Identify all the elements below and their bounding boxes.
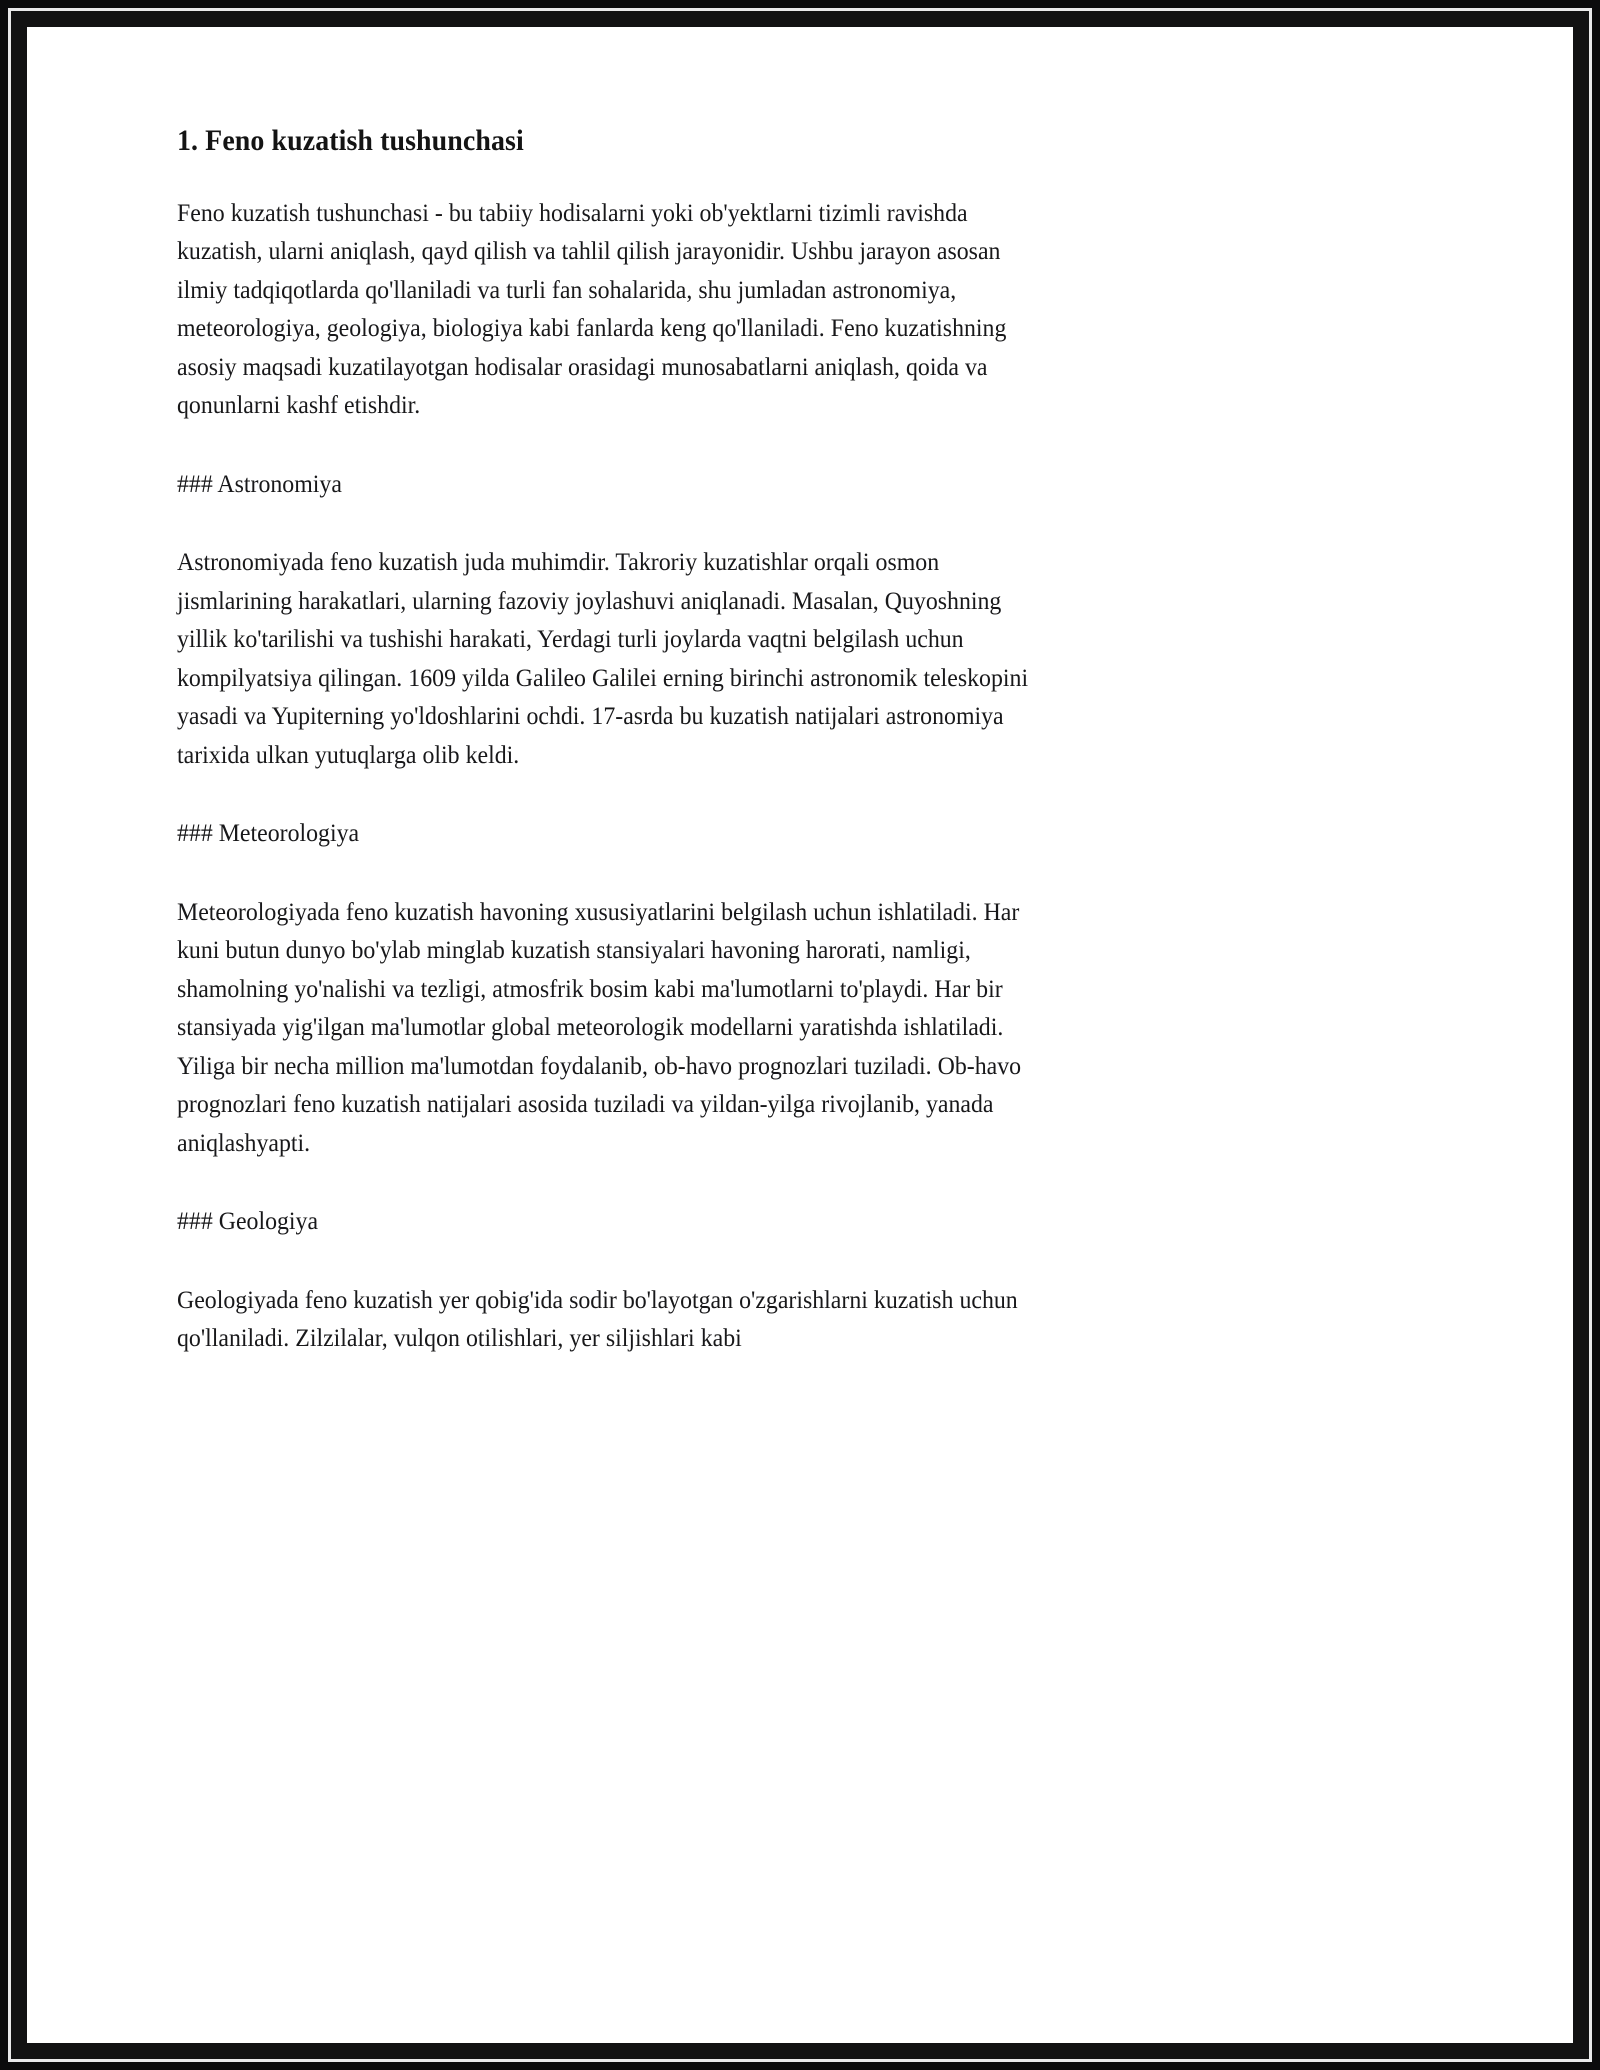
- heading-meteorologiya: ### Meteorologiya: [177, 818, 360, 847]
- intro-paragraph: Feno kuzatish tushunchasi - bu tabiiy hodisalarni yoki ob'yektlarni tizimli ravishda kuzatish, ularni aniqlash, qayd qilish va tahlil qilish jarayonidir. Ushbu jarayon asosan ilmiy tadqiqotlarda qo'llaniladi va turli fan sohalarida, shu jumladan astronomiya, meteorologiya, geologiya, biologiya kabi fanlarda keng qo'llaniladi. Feno kuzatishning asosiy maqsadi kuzatilayotgan hodisalar orasidagi munosabatlarni aniqlash, qoida va qonunlarni kashf etishdir.: [177, 197, 1007, 419]
- page-border-gap: [8, 8, 1592, 2062]
- page-inner-border: [11, 11, 1589, 2059]
- geologiya-paragraph: Geologiyada feno kuzatish yer qobig'ida sodir bo'layotgan o'zgarishlarni kuzatish uchun qo'llaniladi. Zilzilalar, vulqon otilishlari, yer siljishlari kabi: [177, 1284, 1018, 1352]
- document-page: [27, 27, 1573, 2043]
- astronomiya-paragraph: Astronomiyada feno kuzatish juda muhimdir. Takroriy kuzatishlar orqali osmon jismlarining harakatlari, ularning fazoviy joylashuvi aniqlanadi. Masalan, Quyoshning yillik ko'tarilishi va tushishi harakati, Yerdagi turli joylarda vaqtni belgilash uchun kompilyatsiya qilingan. 1609 yilda Galileo Galilei erning birinchi astronomik teleskopini yasadi va Yupiterning yo'ldoshlarini ochdi. 17-asrda bu kuzatish natijalari astronomiya tarixida ulkan yutuqlarga olib keldi.: [177, 547, 1029, 769]
- heading-astronomiya: ### Astronomiya: [177, 468, 342, 498]
- document-content: [177, 122, 1039, 1398]
- heading-geologiya: ### Geologiya: [177, 1206, 319, 1235]
- meteorologiya-paragraph: Meteorologiyada feno kuzatish havoning xususiyatlarini belgilash uchun ishlatiladi. Har kuni butun dunyo bo'ylab minglab kuzatish stansiyalari havoning harorati, namligi, shamolning yo'nalishi va tezligi, atmosfrik bosim kabi ma'lumotlarni to'playdi. Har bir stansiyada yig'ilgan ma'lumotlar global meteorologik modellarni yaratishda ishlatiladi. Yiliga bir necha million ma'lumotdan foydalanib, ob-havo prognozlari tuziladi. Ob-havo prognozlari feno kuzatish natijalari asosida tuziladi va yildan-yilga rivojlanib, yanada aniqlashyapti.: [177, 896, 1022, 1157]
- page-title: 1. Feno kuzatish tushunchasi: [177, 124, 524, 157]
